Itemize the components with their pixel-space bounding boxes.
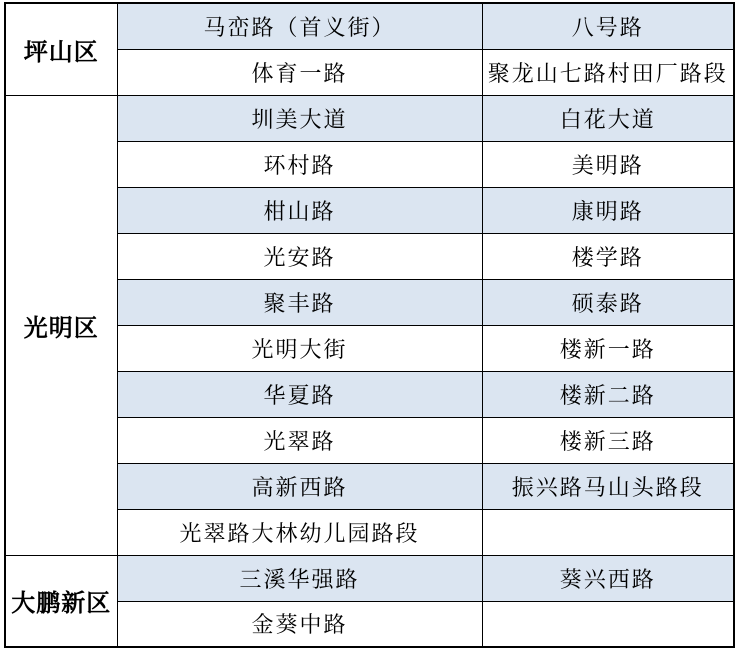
road-cell: 华夏路: [117, 371, 482, 417]
district-cell-pingshan: 坪山区: [5, 3, 117, 95]
road-cell: 楼新二路: [482, 371, 734, 417]
district-cell-guangming: 光明区: [5, 95, 117, 555]
road-cell: 聚龙山七路村田厂路段: [482, 49, 734, 95]
road-cell: 白花大道: [482, 95, 734, 141]
road-cell: [482, 601, 734, 647]
table-row: [5, 95, 734, 141]
road-cell: 葵兴西路: [482, 555, 734, 601]
road-cell: 环村路: [117, 141, 482, 187]
road-cell: 高新西路: [117, 463, 482, 509]
road-cell: 马峦路（首义街）: [117, 3, 482, 49]
road-cell: 八号路: [482, 3, 734, 49]
road-cell: 楼新一路: [482, 325, 734, 371]
district-cell-dapeng: 大鹏新区: [5, 555, 117, 647]
table-row: [5, 555, 734, 601]
road-cell: 三溪华强路: [117, 555, 482, 601]
road-cell: 金葵中路: [117, 601, 482, 647]
road-table: [4, 2, 735, 648]
road-cell: 光明大街: [117, 325, 482, 371]
road-cell: 振兴路马山头路段: [482, 463, 734, 509]
road-cell: 光翠路: [117, 417, 482, 463]
road-cell: 楼新三路: [482, 417, 734, 463]
road-cell: 美明路: [482, 141, 734, 187]
road-cell: 柑山路: [117, 187, 482, 233]
road-cell: 光安路: [117, 233, 482, 279]
road-cell: 楼学路: [482, 233, 734, 279]
road-cell: 硕泰路: [482, 279, 734, 325]
road-cell: [482, 509, 734, 555]
road-cell: 体育一路: [117, 49, 482, 95]
road-cell: 康明路: [482, 187, 734, 233]
table-row: [5, 3, 734, 49]
road-cell: 光翠路大林幼儿园路段: [117, 509, 482, 555]
road-cell: 圳美大道: [117, 95, 482, 141]
road-cell: 聚丰路: [117, 279, 482, 325]
